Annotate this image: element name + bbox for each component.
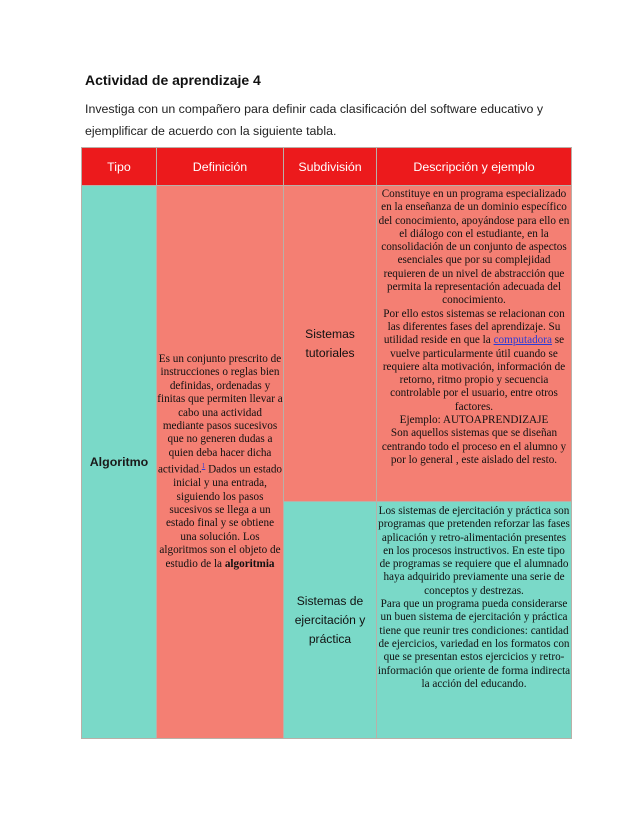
header-definicion: Definición [157,148,284,186]
subdivision-tutoriales [284,186,377,502]
desc-paragraph [377,308,571,414]
table-header-row [82,148,572,186]
desc-text: se vuelve particularmente útil cuando se requiere alta motivación, información de retorno, ritmo propio y secuencia controlable por el usuario, entre otros factores. [382,334,566,413]
definicion-text: Es un conjunto prescrito de instrucciones o reglas bien definidas, ordenadas y finitas que permiten llevar a cabo una actividad mediante pasos sucesivos que no generen dudas a quien deba hacer dicha actividad. [157,352,283,476]
desc-paragraph: Para que un programa pueda considerarse un buen sistema de ejercitación y práctica tiene que reunir tres condiciones: cantidad de ejercicios, variedad en los formatos con que se presentan estos ejercicios y retro-información que oriente de forma indirecta la acción del educando. [377,598,571,690]
definicion-cell [157,186,284,739]
header-subdivision: Subdivisión [284,148,377,186]
desc-text: Por ello estos sistemas se relacionan con las diferentes fases del aprendizaje. Su utilidad reside en que la [383,307,565,347]
footnote-link[interactable]: 1 [201,462,206,471]
desc-tutoriales [377,186,572,502]
desc-paragraph: Son aquellos sistemas que se diseñan centrando todo el proceso en el alumno y por lo general , este aislado del resto. [381,427,567,466]
header-descripcion: Descripción y ejemplo [377,148,572,186]
definicion-text-continued: Dados un estado inicial y una entrada, siguiendo los pasos sucesivos se llega a un estado final y se obtiene una solución. Los algoritmos son el objeto de estudio de la [159,463,283,570]
subdivision-ejercitacion [284,502,377,739]
desc-example: Ejemplo: AUTOAPRENDIZAJE [399,414,549,427]
table-row [82,186,572,502]
subdivision-label: Sistemas tutoriales [305,326,355,360]
desc-paragraph: Los sistemas de ejercitación y práctica son programas que pretenden reforzar las fases aplicación y retro-alimentación presentes en los procesos instructivos. En este tipo de programas se requiere que el alumnado haya adquirido previamente una serie de conceptos y destrezas. [378,505,570,597]
subdivision-label: Sistemas de ejercitación y práctica [294,593,366,646]
tipo-cell: Algoritmo [82,186,157,739]
intro-paragraph: Investiga con un compañero para definir cada clasificación del software educativo y ejemplificar de acuerdo con la siguiente tabla. [85,102,544,138]
page-title: Actividad de aprendizaje 4 [85,72,261,88]
desc-paragraph: Constituye en un programa especializado en la enseñanza de un dominio específico del conocimiento, apoyándose para ello en el diálogo con el estudiante, en la consolidación de un conjunto de aspectos esenciales que por su complejidad requieren de un nivel de abstracción que permita la representación adecuada del conocimiento. [378,188,570,307]
classification-table [81,147,572,739]
definicion-bold-term: algoritmia [224,557,275,570]
computadora-link[interactable]: computadora [493,334,552,347]
desc-ejercitacion [377,502,572,739]
header-tipo: Tipo [82,148,157,186]
